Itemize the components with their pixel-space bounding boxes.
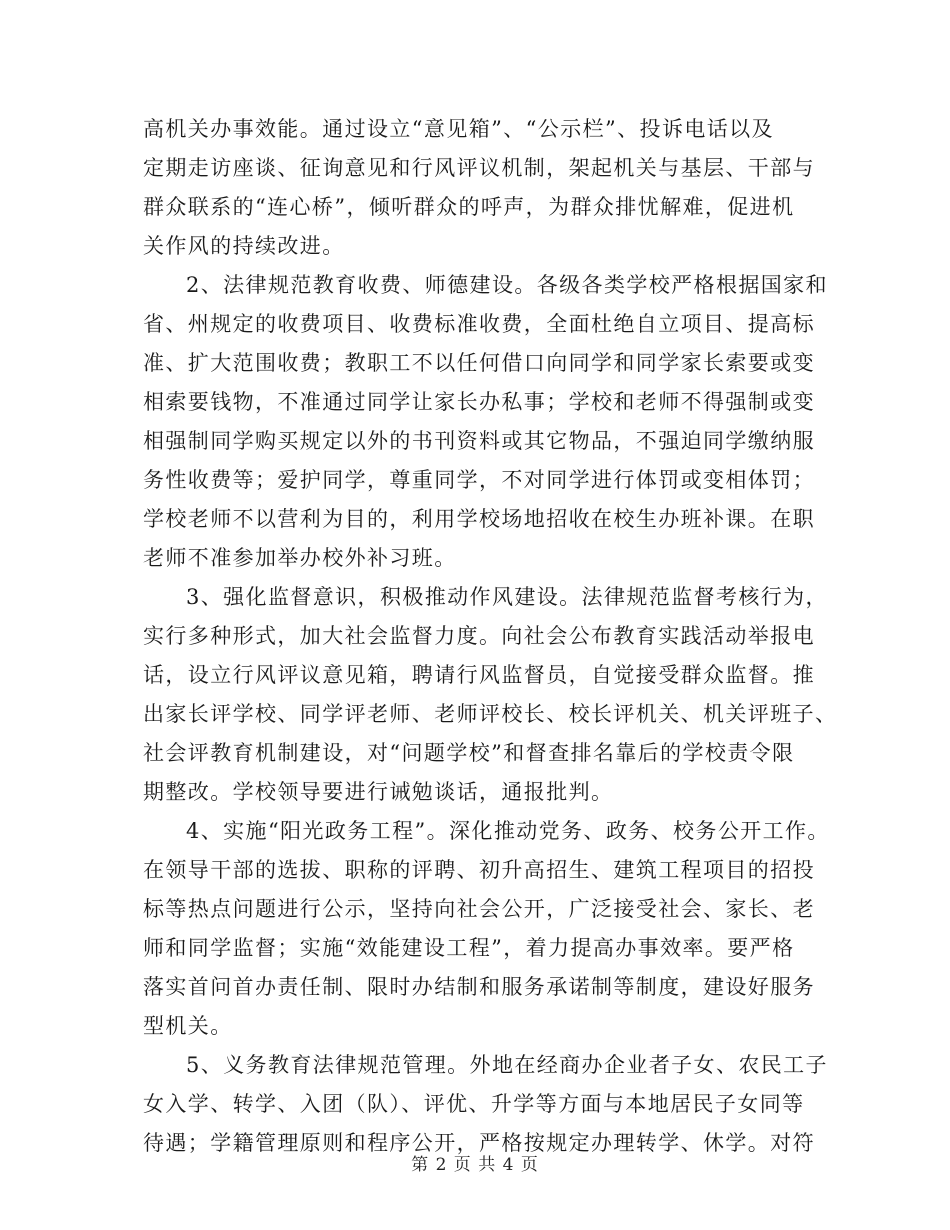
text-line: 待遇；学籍管理原则和程序公开，严格按规定办理转学、休学。对符 — [143, 1131, 815, 1155]
text-line: 社会评教育机制建设，对“问题学校”和督查排名靠后的学校责令限 — [143, 741, 795, 765]
text-line: 在领导干部的选拔、职称的评聘、初升高招生、建筑工程项目的招投 — [143, 858, 815, 882]
text-line: 落实首问首办责任制、限时办结制和服务承诺制等制度，建设好服务 — [143, 975, 815, 999]
text-line: 标等热点问题进行公示，坚持向社会公开，广泛接受社会、家长、老 — [143, 897, 815, 921]
paragraph-3-first-line: 3、强化监督意识，积极推动作风建设。法律规范监督考核行为， — [186, 585, 828, 609]
text-line: 准、扩大范围收费；教职工不以任何借口向同学和同学家长索要或变 — [143, 351, 815, 375]
page-number-footer: 第 2 页 共 4 页 — [411, 1155, 539, 1175]
text-line: 相索要钱物，不准通过同学让家长办私事；学校和老师不得强制或变 — [143, 390, 815, 414]
paragraph-4-first-line: 4、实施“阳光政务工程”。深化推动党务、政务、校务公开工作。 — [186, 819, 830, 843]
text-line: 学校老师不以营利为目的，利用学校场地招收在校生办班补课。在职 — [143, 507, 815, 531]
text-line: 务性收费等；爱护同学，尊重同学，不对同学进行体罚或变相体罚； — [143, 468, 815, 492]
text-line: 群众联系的“连心桥”，倾听群众的呼声，为群众排忧解难，促进机 — [143, 195, 795, 219]
text-line: 女入学、转学、入团（队）、评优、升学等方面与本地居民子女同等 — [143, 1092, 805, 1116]
text-line: 定期走访座谈、征询意见和行风评议机制，架起机关与基层、干部与 — [143, 156, 815, 180]
text-line: 型机关。 — [143, 1014, 233, 1038]
text-line: 出家长评学校、同学评老师、老师评校长、校长评机关、机关评班子、 — [143, 702, 838, 726]
text-line: 高机关办事效能。通过设立“意见箱”、“公示栏”、投诉电话以及 — [143, 117, 774, 141]
paragraph-5-first-line: 5、义务教育法律规范管理。外地在经商办企业者子女、农民工子 — [186, 1053, 828, 1077]
text-line: 实行多种形式，加大社会监督力度。向社会公布教育实践活动举报电 — [143, 624, 815, 648]
text-line: 省、州规定的收费项目、收费标准收费，全面杜绝自立项目、提高标 — [143, 312, 815, 336]
text-line: 关作风的持续改进。 — [143, 234, 345, 258]
text-line: 老师不准参加举办校外补习班。 — [143, 546, 457, 570]
text-line: 相强制同学购买规定以外的书刊资料或其它物品，不强迫同学缴纳服 — [143, 429, 815, 453]
text-line: 师和同学监督；实施“效能建设工程”，着力提高办事效率。要严格 — [143, 936, 795, 960]
paragraph-2-first-line: 2、法律规范教育收费、师德建设。各级各类学校严格根据国家和 — [186, 273, 828, 297]
text-line: 话，设立行风评议意见箱，聘请行风监督员，自觉接受群众监督。推 — [143, 663, 815, 687]
text-line: 期整改。学校领导要进行诫勉谈话，通报批判。 — [143, 780, 614, 804]
